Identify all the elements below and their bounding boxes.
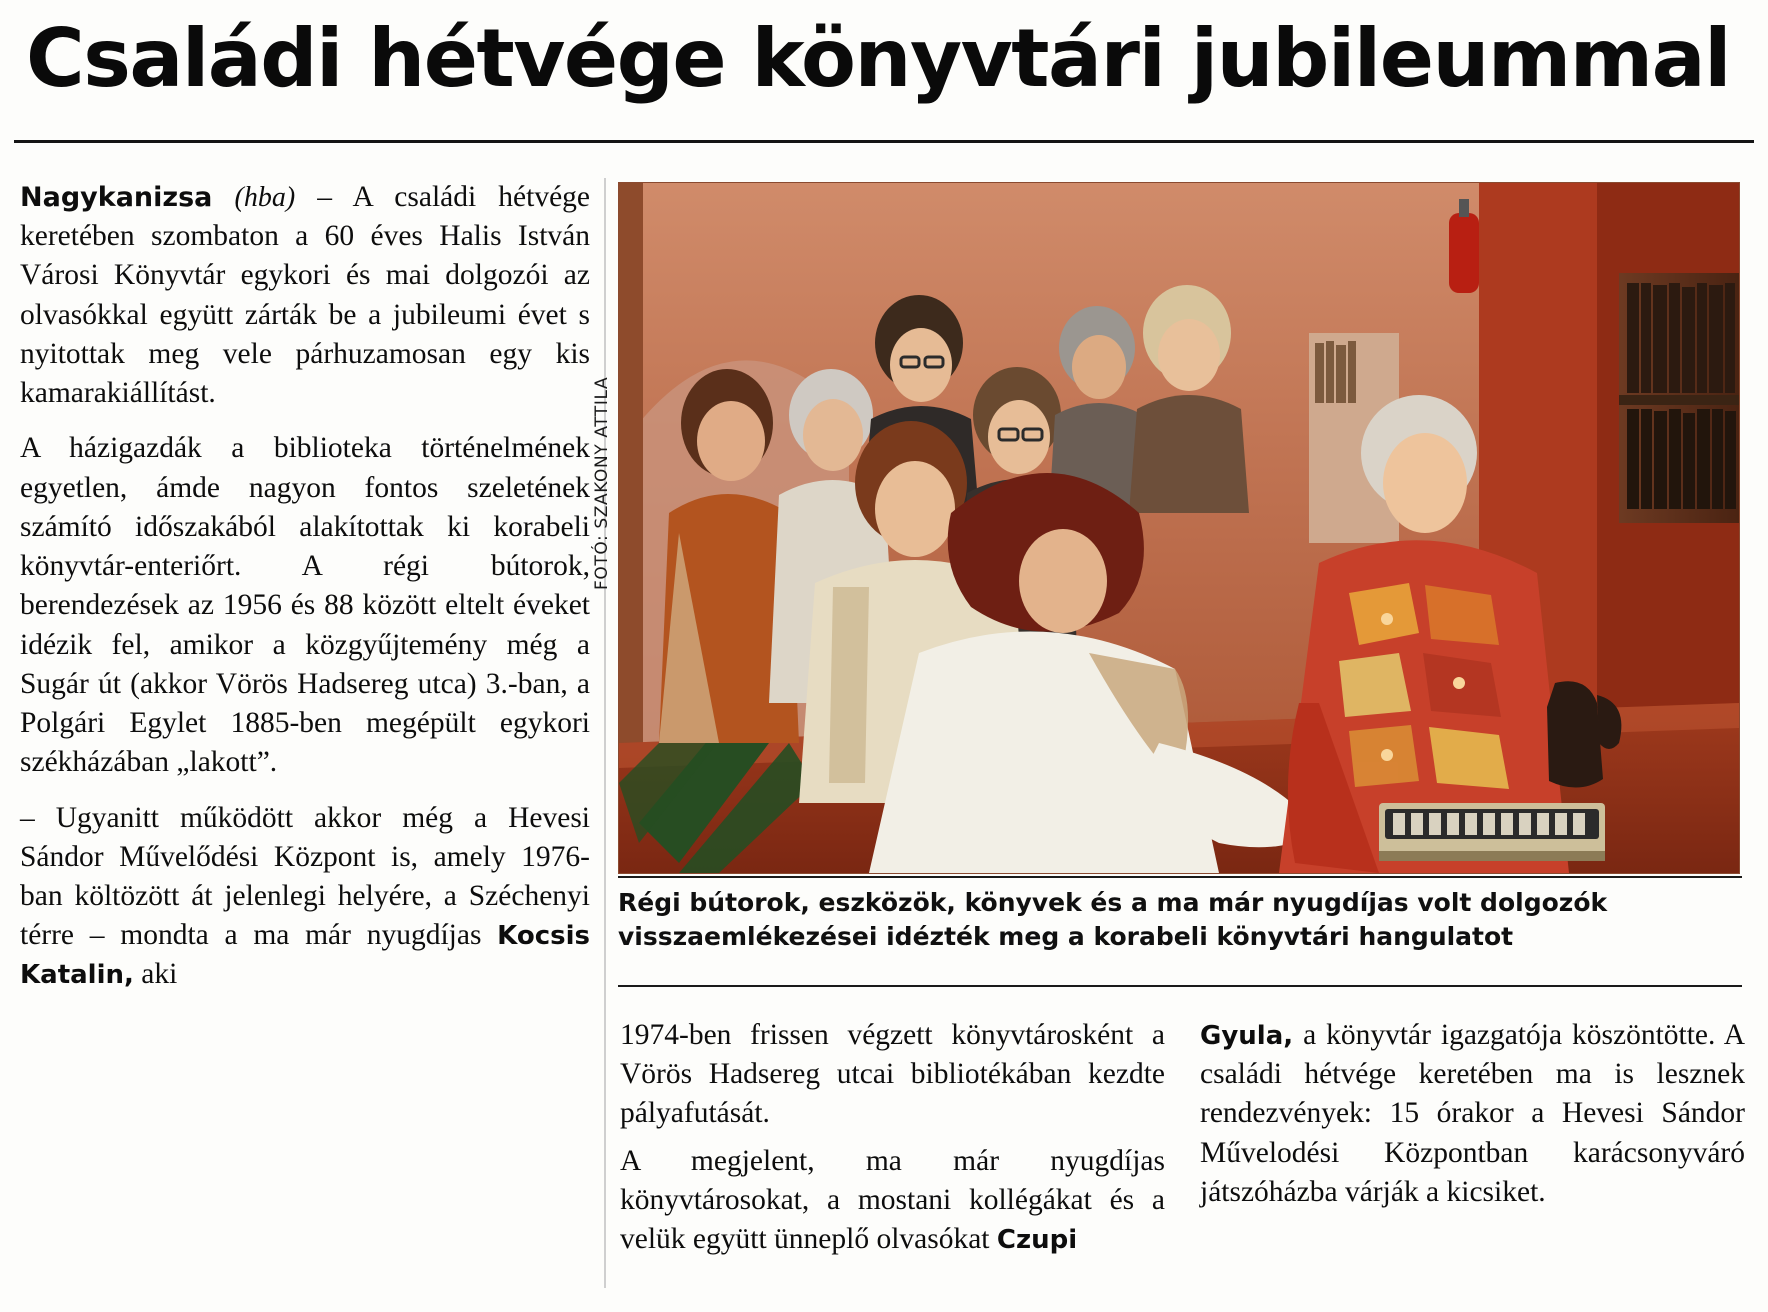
- caption-divider-top: [618, 876, 1742, 878]
- dateline-dash: –: [317, 181, 333, 213]
- right-paragraph-1-text: a könyvtár igazgatója köszöntötte. A családi hétvége keretében ma is lesznek rendezvények: 15 órakor a Hevesi Sándor Művelodési Központban karácsonyváró játszóházba várják a kicsiket.: [1200, 1019, 1746, 1208]
- person-name-kocsis-katalin: Kocsis Katalin,: [20, 921, 590, 991]
- column-divider: [604, 178, 606, 1288]
- intro-text: A családi hétvége keretében szombaton a 60 éves Halis István Városi Könyvtár egykori és mai dolgozói az olvasókkal együtt zárták be a jubileumi évet s nyitottak meg vele párhuzamosan egy kis kamarakiállítást.: [20, 181, 591, 410]
- dateline-source: (hba): [234, 182, 296, 213]
- photo-caption: Régi bútorok, eszközök, könyvek és a ma már nyugdíjas volt dolgozók visszaemlékezései idézték meg a korabeli könyvtári hangulatot: [618, 888, 1608, 951]
- middle-paragraph-1: 1974-ben frissen végzett könyvtárosként a Vörös Hadsereg utcai bibliotékában kezdte pályafutását.: [620, 1019, 1165, 1130]
- middle-paragraph-2-text: A megjelent, ma már nyugdíjas könyvtárosokat, a mostani kollégákat és a velük együtt ünneplő olvasókat: [620, 1144, 1165, 1256]
- left-paragraph-2: [20, 799, 590, 995]
- middle-paragraph-2: [620, 1142, 1165, 1260]
- left-paragraph-1: A házigazdák a biblioteka történelmének egyetlen, ámde nagyon fontos szeletének számító időszakából alakítottak ki korabeli könyvtár-enteriőrt. A régi bútorok, berendezések az 1956 és 88 között eltelt éveket idézik fel, amikor a közgyűjtemény még a Sugár út (akkor Vörös Hadsereg utca) 3.-ban, a Polgári Egylet 1885-ben megépült egykori székházában „lakott”.: [20, 432, 590, 779]
- person-name-czupi: Czupi: [996, 1225, 1078, 1256]
- photo-credit: FOTÓ: SZAKONY ATTILA: [592, 376, 612, 590]
- right-column: [1200, 1016, 1745, 1220]
- left-paragraph-2-text-a: – Ugyanitt működött akkor még a Hevesi Sándor Művelődési Központ is, amely 1976-ban költözött át jelenlegi helyére, a Széchenyi térre – mondta a ma már nyugdíjas: [20, 801, 590, 952]
- left-paragraph-2-text-b: aki: [141, 958, 178, 991]
- dateline-place: Nagykanizsa: [20, 182, 213, 213]
- page-title: Családi hétvége könyvtári jubileummal: [26, 12, 1731, 105]
- middle-column: [620, 1016, 1165, 1267]
- article-photo: [618, 182, 1740, 874]
- right-paragraph-1: [1200, 1016, 1745, 1212]
- header-divider: [14, 140, 1754, 143]
- photo-illustration: [619, 183, 1739, 873]
- intro-column: [20, 178, 590, 1011]
- dateline-paragraph: [20, 178, 590, 413]
- person-name-gyula: Gyula,: [1200, 1021, 1294, 1051]
- caption-divider-bottom: [618, 985, 1742, 987]
